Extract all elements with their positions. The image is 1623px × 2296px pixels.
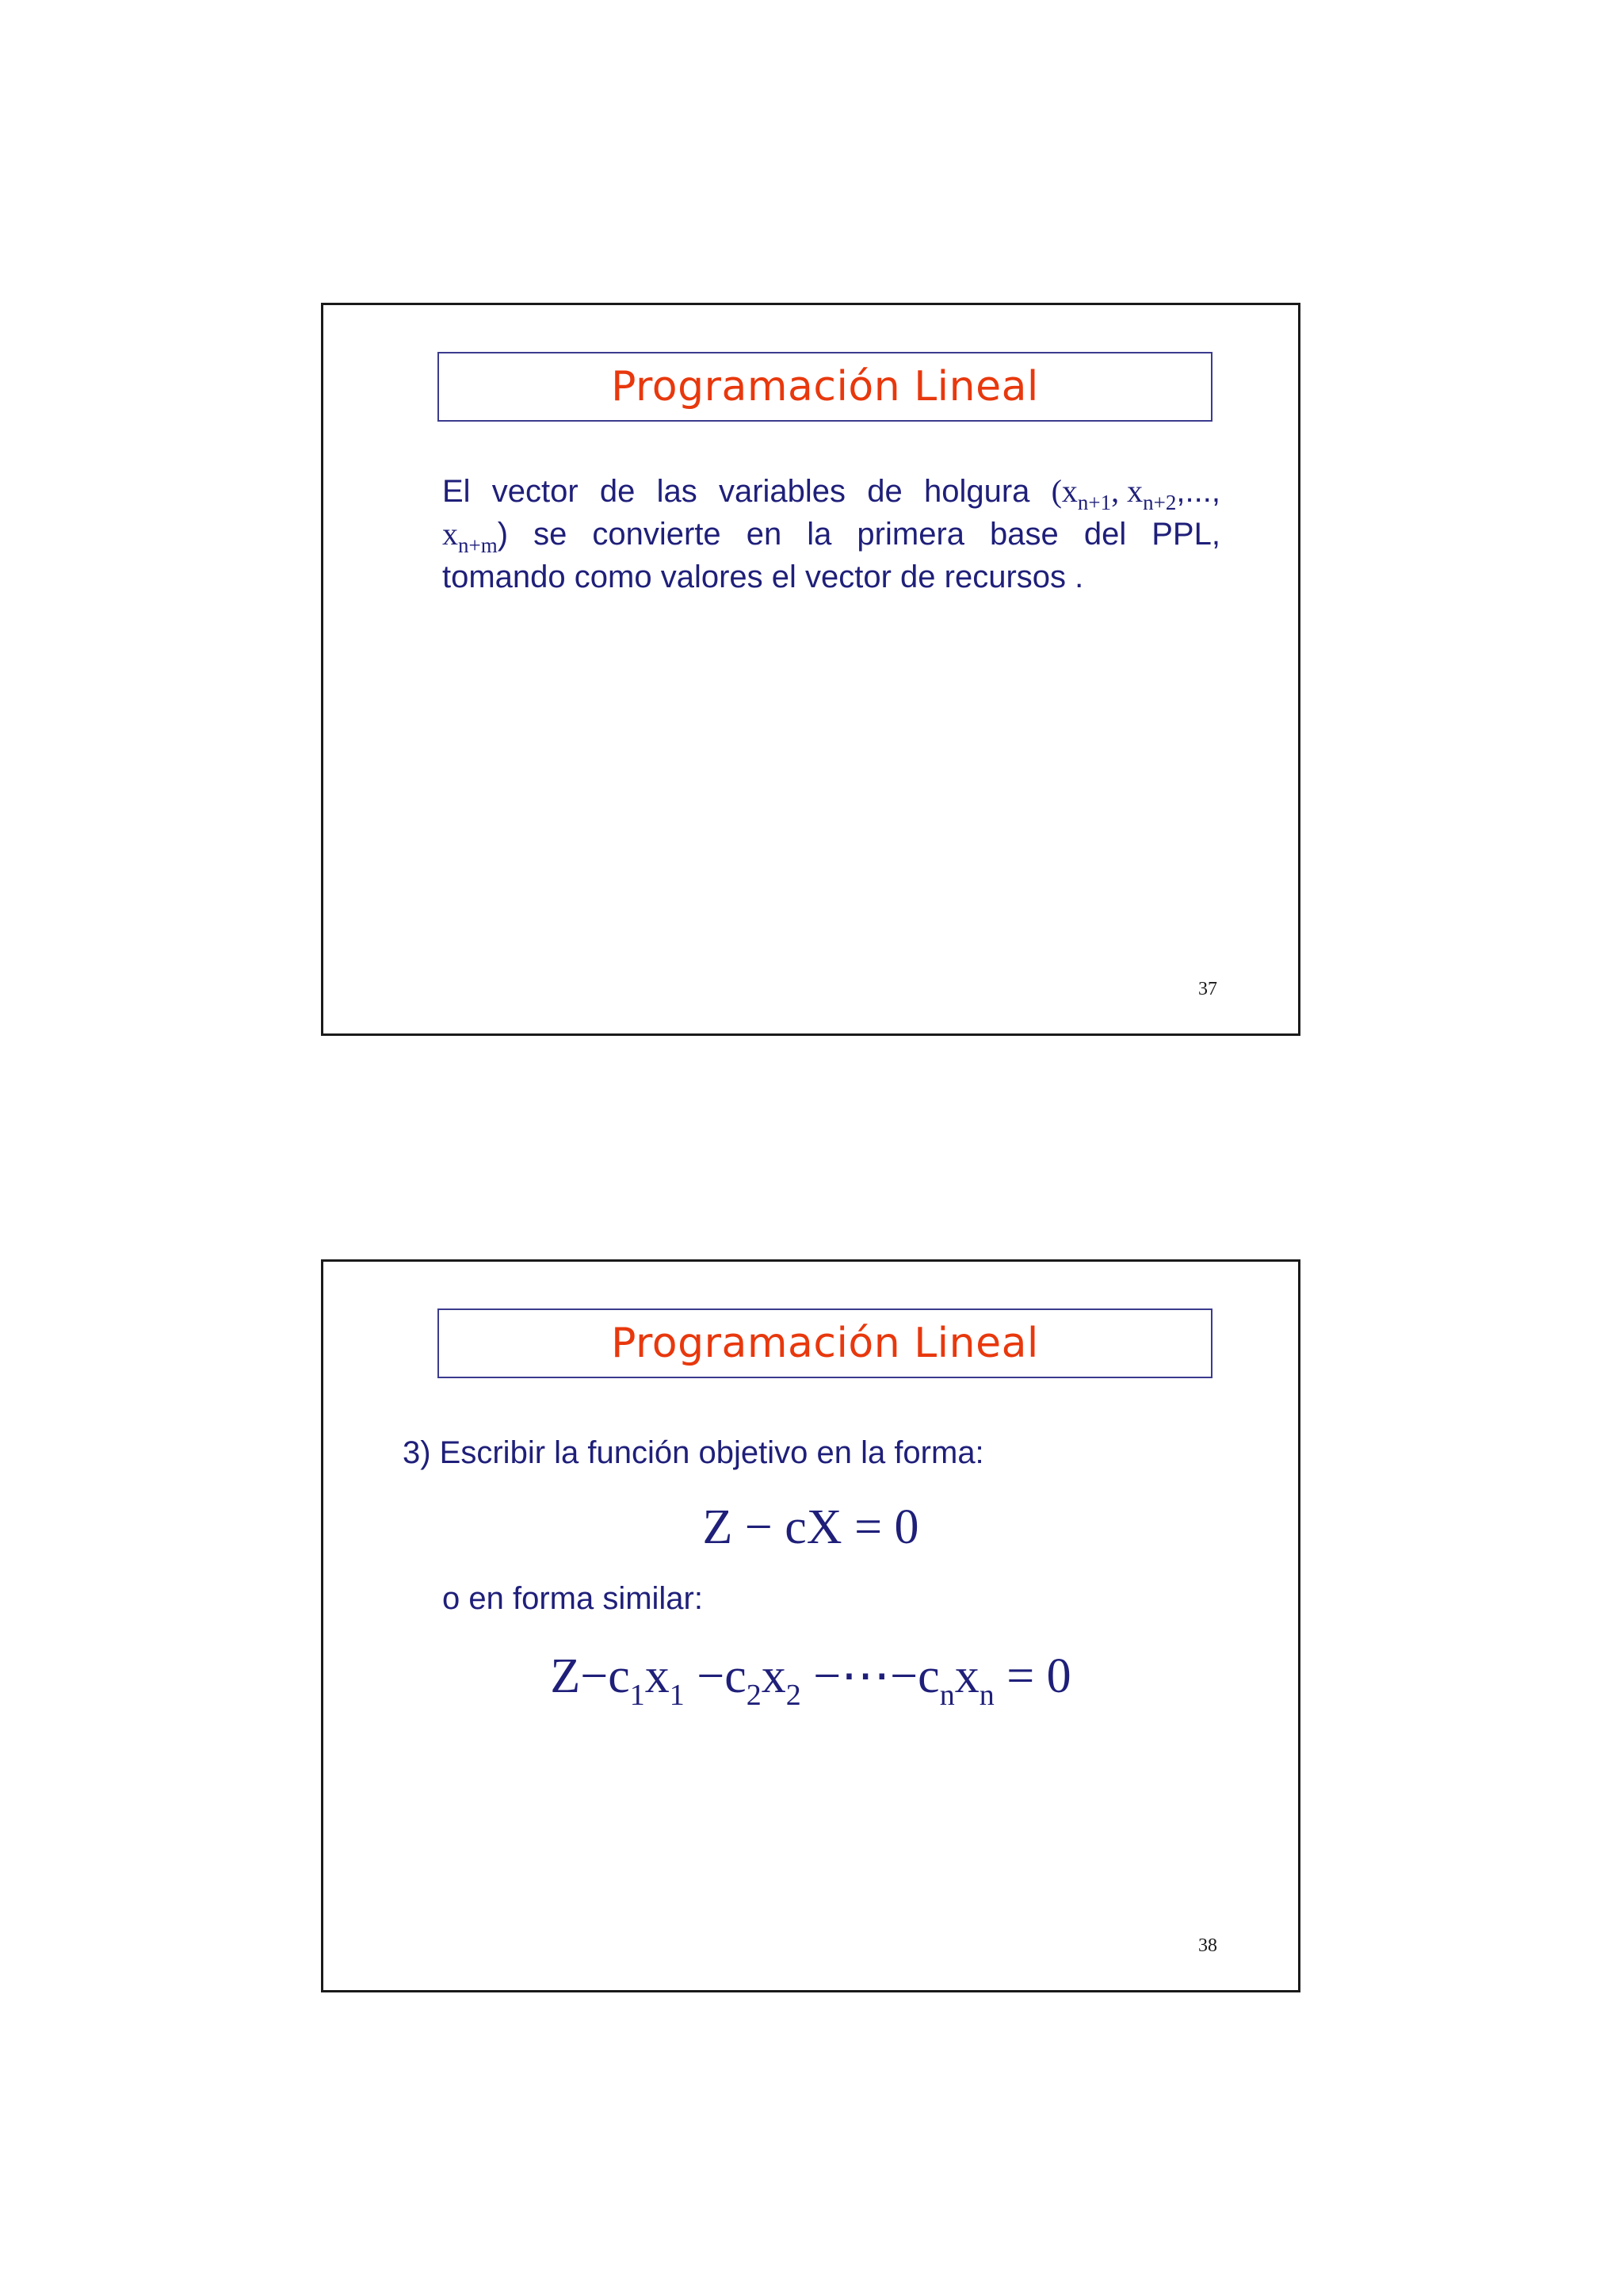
- word: base: [990, 517, 1059, 552]
- word: holgura: [923, 474, 1030, 509]
- slack-variable-last: $x_{n+m}$): [442, 516, 509, 557]
- word: convierte: [592, 517, 721, 552]
- page-number: 37: [1198, 979, 1217, 999]
- paragraph-text: tomando como valores el vector de recursos .: [442, 560, 1084, 594]
- step-instruction: 3) Escribir la función objetivo en la forma:: [403, 1435, 984, 1470]
- word: en: [746, 517, 782, 552]
- slide-38: [321, 1259, 1300, 1992]
- word: El: [442, 474, 471, 509]
- word: la: [807, 517, 832, 552]
- slack-variables-math: ($x_{n+1}$, $x_{n+2}$,...,: [1051, 473, 1220, 514]
- similar-form-label: o en forma similar:: [442, 1581, 703, 1616]
- paragraph-line-3: [442, 557, 1220, 597]
- paragraph-line-1: [442, 472, 1220, 514]
- slide-title: Programación Lineal: [611, 363, 1039, 411]
- paragraph-line-2: [442, 514, 1220, 557]
- word: de: [599, 474, 636, 509]
- objective-equation-compact: Z − cX = 0: [702, 1500, 919, 1554]
- slide-title-box: [437, 352, 1212, 422]
- word: vector: [491, 474, 579, 509]
- slide-title: Programación Lineal: [611, 1320, 1039, 1367]
- word: de: [867, 474, 903, 509]
- word: primera: [857, 517, 965, 552]
- word: variables: [718, 474, 846, 509]
- slide-title-box: [437, 1308, 1212, 1378]
- slide-37: [321, 303, 1300, 1036]
- word: del: [1083, 517, 1127, 552]
- word: se: [533, 517, 567, 552]
- objective-equation-expanded: $Z-c_1x_1 -c_2x_2$ $-\cdots-c_nx_n = 0$: [550, 1649, 1071, 1712]
- page-number: 38: [1198, 1935, 1217, 1956]
- slack-variables-paragraph: [442, 472, 1220, 597]
- word: PPL,: [1151, 517, 1220, 552]
- word: las: [656, 474, 697, 509]
